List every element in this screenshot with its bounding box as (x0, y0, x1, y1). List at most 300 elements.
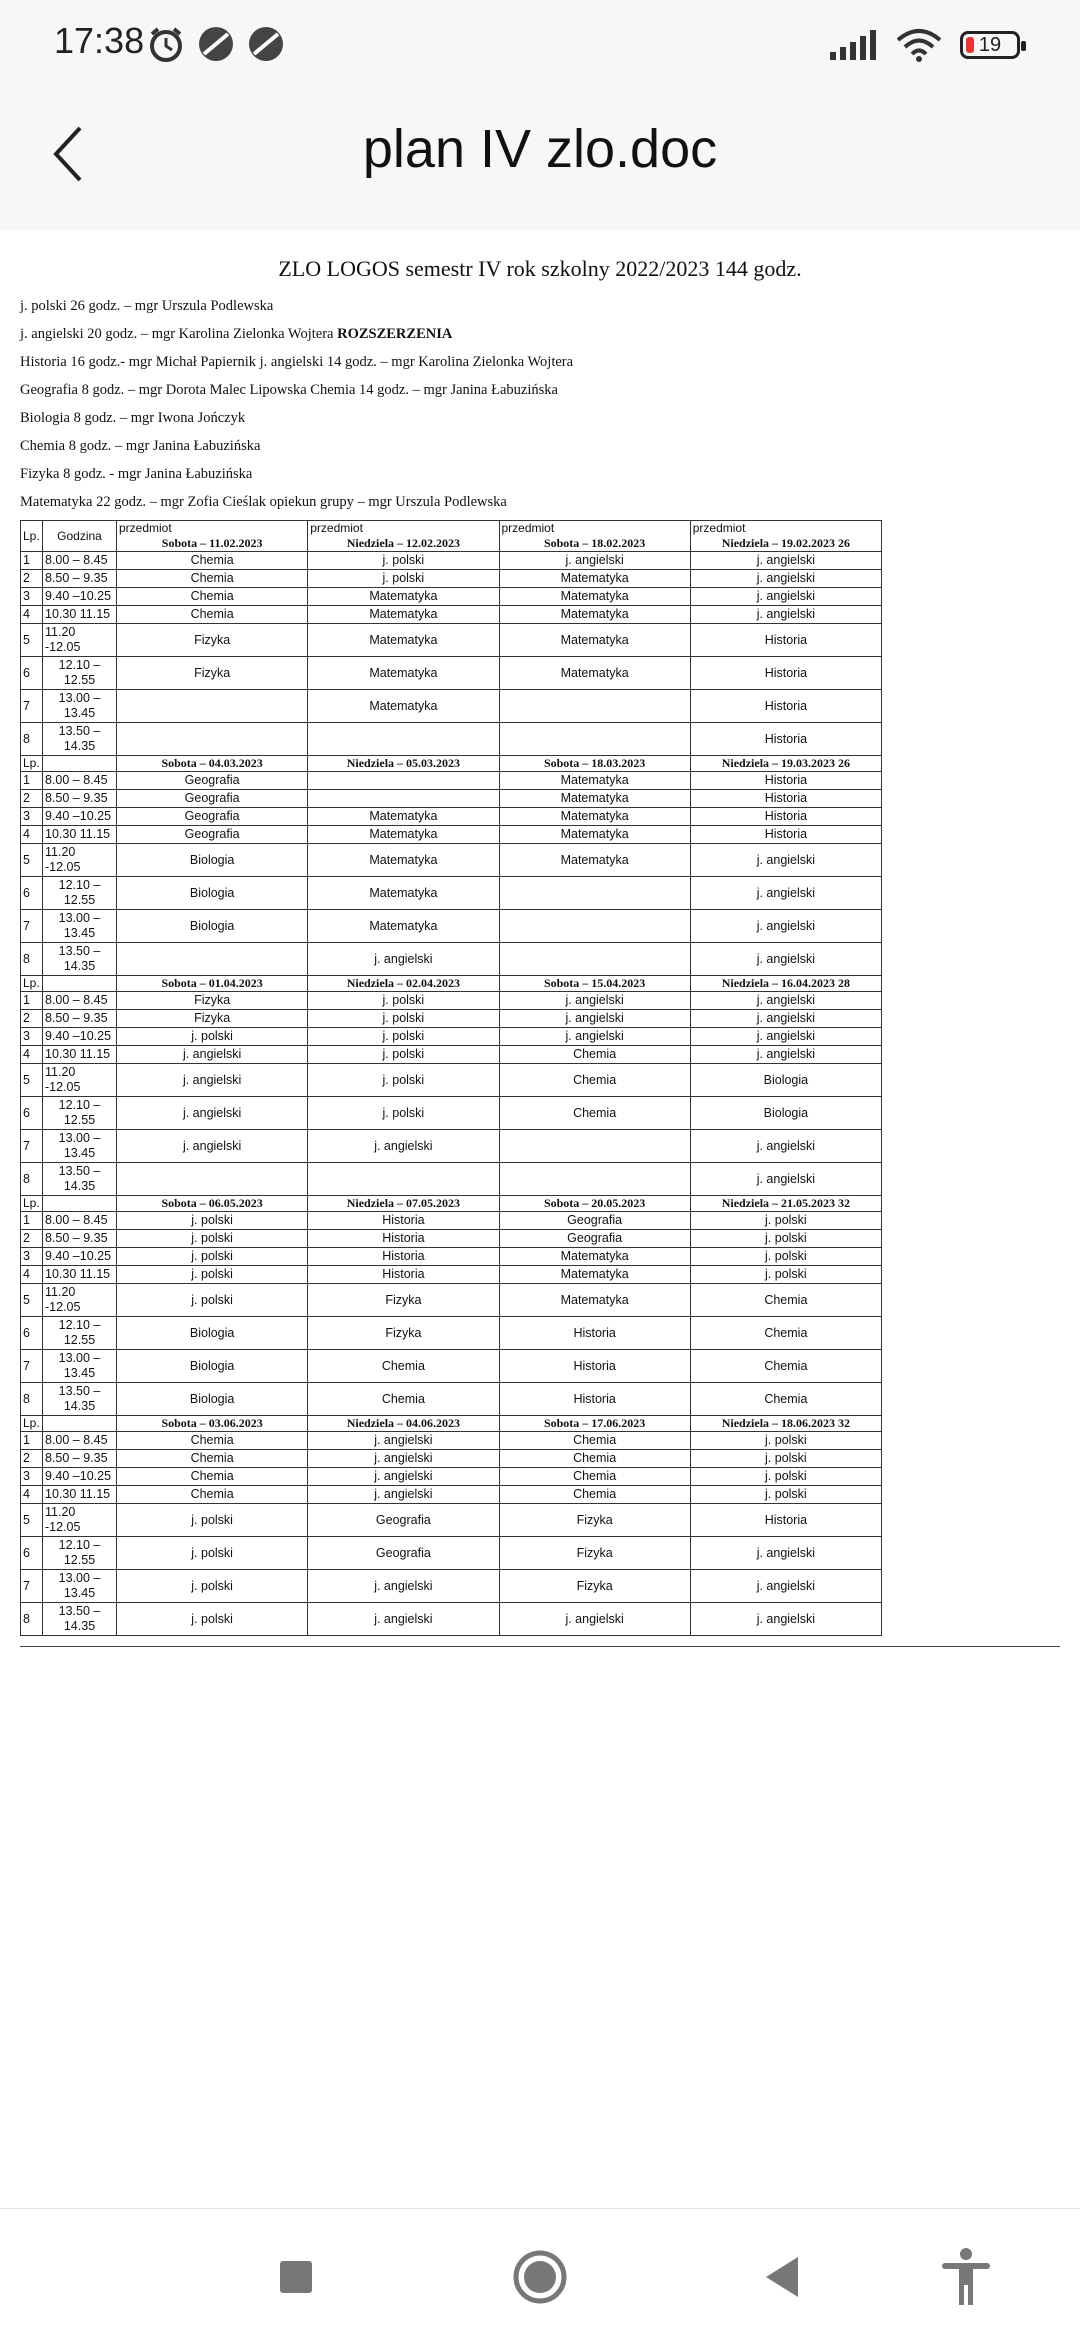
lesson-number: 1 (21, 1432, 43, 1450)
day-date-label: Niedziela – 21.05.2023 32 (721, 1196, 851, 1210)
subject-cell: j. angielski (499, 1010, 690, 1028)
subject-cell: j. polski (117, 1212, 308, 1230)
day-date-label: Niedziela – 16.04.2023 28 (721, 976, 851, 990)
subject-cell: Chemia (499, 1432, 690, 1450)
lesson-time: 13.00 – 13.45 (43, 1350, 117, 1383)
subject-cell: j. polski (117, 1284, 308, 1317)
subject-cell: j. angielski (690, 570, 881, 588)
subject-cell: Geografia (308, 1504, 499, 1537)
subject-cell: Matematyka (499, 657, 690, 690)
lesson-number: 5 (21, 1284, 43, 1317)
lesson-time: 8.00 – 8.45 (43, 992, 117, 1010)
lesson-number: 4 (21, 606, 43, 624)
lesson-time: 8.00 – 8.45 (43, 772, 117, 790)
table-row (21, 808, 882, 826)
subject-cell: j. angielski (499, 1603, 690, 1636)
subject-cell: j. angielski (690, 1163, 881, 1196)
teacher-bold-text: ROZSZERZENIA (337, 326, 453, 342)
subject-cell: Chemia (117, 606, 308, 624)
lesson-time: 13.50 – 14.35 (43, 1163, 117, 1196)
lesson-number: 7 (21, 1350, 43, 1383)
table-row (21, 1163, 882, 1196)
subject-cell: j. polski (308, 552, 499, 570)
subject-cell: j. angielski (690, 1028, 881, 1046)
document-content (20, 230, 1060, 1647)
day-header (117, 976, 308, 992)
day-header (690, 1196, 881, 1212)
table-row (21, 1097, 882, 1130)
column-header-lp: Lp. (21, 1416, 43, 1432)
lesson-time: 12.10 – 12.55 (43, 657, 117, 690)
table-row (21, 1350, 882, 1383)
lesson-time: 9.40 –10.25 (43, 1248, 117, 1266)
subject-cell: j. angielski (690, 1537, 881, 1570)
day-header (690, 756, 881, 772)
lesson-number: 3 (21, 588, 43, 606)
table-row (21, 772, 882, 790)
teacher-line (20, 432, 1060, 460)
table-row (21, 1046, 882, 1064)
teacher-text: Historia 16 godz.- mgr Michał Papiernik j. angielski 14 godz. – mgr Karolina Zielonka Wojtera (20, 354, 574, 370)
back-nav-button[interactable] (752, 2247, 812, 2307)
lesson-time: 8.00 – 8.45 (43, 552, 117, 570)
subject-cell: Historia (690, 690, 881, 723)
subject-cell: Fizyka (117, 1010, 308, 1028)
subject-cell: Chemia (690, 1383, 881, 1416)
lesson-number: 6 (21, 1537, 43, 1570)
schedule-header-row (21, 756, 882, 772)
column-header-przedmiot: przedmiot (692, 521, 746, 535)
subject-cell: Matematyka (499, 772, 690, 790)
subject-cell: j. polski (690, 1468, 881, 1486)
day-date-label: Niedziela – 12.02.2023 (346, 536, 461, 550)
table-row (21, 723, 882, 756)
subject-cell (117, 943, 308, 976)
table-row (21, 606, 882, 624)
subject-cell: Historia (690, 723, 881, 756)
subject-cell (117, 723, 308, 756)
subject-cell: j. angielski (308, 1603, 499, 1636)
lesson-number: 7 (21, 1130, 43, 1163)
subject-cell: j. angielski (690, 910, 881, 943)
subject-cell: j. angielski (690, 1603, 881, 1636)
teacher-text: j. polski 26 godz. – mgr Urszula Podlewska (20, 298, 274, 314)
subject-cell: Chemia (117, 1450, 308, 1468)
subject-cell: j. polski (308, 1028, 499, 1046)
subject-cell: j. polski (117, 1603, 308, 1636)
day-header (499, 756, 690, 772)
day-header (308, 1196, 499, 1212)
subject-cell: j. polski (690, 1230, 881, 1248)
subject-cell: Chemia (117, 552, 308, 570)
subject-cell: j. angielski (690, 1046, 881, 1064)
day-date-label: Niedziela – 05.03.2023 (346, 756, 461, 770)
subject-cell: Biologia (690, 1064, 881, 1097)
subject-cell: Chemia (117, 570, 308, 588)
lesson-number: 5 (21, 1064, 43, 1097)
column-header-lp: Lp. (21, 1196, 43, 1212)
lesson-number: 6 (21, 657, 43, 690)
schedule-header-row (21, 976, 882, 992)
subject-cell: j. angielski (117, 1130, 308, 1163)
table-row (21, 1064, 882, 1097)
subject-cell: Historia (499, 1317, 690, 1350)
subject-cell: Matematyka (308, 588, 499, 606)
subject-cell: j. angielski (308, 1432, 499, 1450)
subject-cell: Geografia (308, 1537, 499, 1570)
teacher-text: Geografia 8 godz. – mgr Dorota Malec Lipowska Chemia 14 godz. – mgr Janina Łabuzińska (20, 382, 558, 398)
subject-cell: j. polski (690, 1432, 881, 1450)
column-header-lp: Lp. (21, 976, 43, 992)
day-date-label: Sobota – 18.03.2023 (543, 756, 646, 770)
day-header (308, 976, 499, 992)
lesson-time: 13.50 – 14.35 (43, 943, 117, 976)
lesson-number: 5 (21, 844, 43, 877)
lesson-number: 3 (21, 808, 43, 826)
teacher-text: Matematyka 22 godz. – mgr Zofia Cieślak opiekun grupy – mgr Urszula Podlewska (20, 494, 507, 510)
subject-cell (117, 1163, 308, 1196)
lesson-time: 12.10 – 12.55 (43, 1537, 117, 1570)
subject-cell: j. polski (308, 992, 499, 1010)
home-circle-icon (512, 2249, 568, 2305)
table-row (21, 844, 882, 877)
subject-cell: Geografia (117, 790, 308, 808)
lesson-time: 8.50 – 9.35 (43, 1230, 117, 1248)
subject-cell: Fizyka (499, 1537, 690, 1570)
column-header-lp: Lp. (21, 521, 43, 552)
table-row (21, 877, 882, 910)
lesson-number: 1 (21, 992, 43, 1010)
lesson-time: 9.40 –10.25 (43, 808, 117, 826)
subject-cell: j. polski (690, 1486, 881, 1504)
app-icon (196, 24, 236, 64)
table-row (21, 1603, 882, 1636)
page-title: plan IV zlo.doc (362, 119, 718, 179)
table-row (21, 1486, 882, 1504)
subject-cell: j. polski (690, 1450, 881, 1468)
day-header (308, 521, 499, 552)
wifi-icon (896, 28, 942, 62)
subject-cell: Historia (499, 1350, 690, 1383)
subject-cell: j. polski (690, 1248, 881, 1266)
lesson-number: 1 (21, 1212, 43, 1230)
lesson-time: 11.20 -12.05 (43, 1064, 117, 1097)
day-header (117, 756, 308, 772)
teacher-line (20, 292, 1060, 320)
table-row (21, 1266, 882, 1284)
subject-cell: j. polski (308, 1010, 499, 1028)
day-header (117, 1196, 308, 1212)
day-header (690, 521, 881, 552)
day-header (499, 1416, 690, 1432)
subject-cell: Matematyka (499, 844, 690, 877)
subject-cell: j. angielski (690, 552, 881, 570)
subject-cell: Chemia (117, 1432, 308, 1450)
schedule-header-row (21, 521, 882, 552)
lesson-number: 2 (21, 570, 43, 588)
day-date-label: Sobota – 17.06.2023 (543, 1416, 646, 1430)
lesson-number: 8 (21, 1603, 43, 1636)
subject-cell (499, 943, 690, 976)
column-header-godzina (43, 1196, 117, 1212)
subject-cell (499, 723, 690, 756)
lesson-time: 9.40 –10.25 (43, 1028, 117, 1046)
subject-cell: j. angielski (499, 552, 690, 570)
subject-cell: Fizyka (499, 1570, 690, 1603)
subject-cell: Chemia (499, 1450, 690, 1468)
lesson-time: 11.20 -12.05 (43, 624, 117, 657)
subject-cell: Matematyka (499, 1266, 690, 1284)
subject-cell: Matematyka (499, 1248, 690, 1266)
lesson-time: 13.00 – 13.45 (43, 1570, 117, 1603)
subject-cell: j. polski (117, 1504, 308, 1537)
table-row (21, 790, 882, 808)
table-row (21, 570, 882, 588)
day-date-label: Niedziela – 02.04.2023 (346, 976, 461, 990)
subject-cell: Historia (308, 1266, 499, 1284)
subject-cell (308, 1163, 499, 1196)
subject-cell: j. angielski (499, 992, 690, 1010)
recents-button[interactable] (266, 2247, 326, 2307)
lesson-number: 3 (21, 1468, 43, 1486)
lesson-number: 8 (21, 723, 43, 756)
subject-cell: Matematyka (308, 808, 499, 826)
teacher-line (20, 488, 1060, 516)
teacher-text: Biologia 8 godz. – mgr Iwona Jończyk (20, 410, 246, 426)
subject-cell: Chemia (308, 1383, 499, 1416)
lesson-time: 13.00 – 13.45 (43, 1130, 117, 1163)
status-time: 17:38 (54, 20, 145, 61)
back-triangle-icon (762, 2255, 802, 2299)
lesson-time: 11.20 -12.05 (43, 844, 117, 877)
table-row (21, 1317, 882, 1350)
subject-cell: Historia (690, 657, 881, 690)
subject-cell: j. polski (308, 1046, 499, 1064)
subject-cell: Matematyka (308, 690, 499, 723)
table-row (21, 1248, 882, 1266)
subject-cell: j. angielski (499, 1028, 690, 1046)
subject-cell: Matematyka (499, 606, 690, 624)
lesson-time: 10.30 11.15 (43, 1266, 117, 1284)
subject-cell: j. angielski (308, 1450, 499, 1468)
lesson-time: 10.30 11.15 (43, 826, 117, 844)
day-date-label: Niedziela – 19.03.2023 26 (721, 756, 851, 770)
subject-cell: Geografia (117, 808, 308, 826)
subject-cell: j. angielski (690, 943, 881, 976)
subject-cell: j. angielski (690, 1570, 881, 1603)
day-date-label: Sobota – 01.04.2023 (161, 976, 263, 990)
subject-cell: Matematyka (308, 606, 499, 624)
table-row (21, 588, 882, 606)
subject-cell: Matematyka (499, 790, 690, 808)
lesson-time: 8.00 – 8.45 (43, 1432, 117, 1450)
subject-cell: Geografia (117, 772, 308, 790)
lesson-time: 13.50 – 14.35 (43, 723, 117, 756)
subject-cell: j. angielski (308, 1486, 499, 1504)
day-date-label: Niedziela – 19.02.2023 26 (721, 536, 851, 550)
accessibility-icon (940, 2247, 992, 2307)
column-header-przedmiot: przedmiot (310, 521, 363, 535)
subject-cell: j. angielski (308, 1130, 499, 1163)
lesson-number: 2 (21, 1010, 43, 1028)
column-header-godzina: Godzina (43, 521, 117, 552)
teacher-line (20, 348, 1060, 376)
lesson-time: 10.30 11.15 (43, 1486, 117, 1504)
subject-cell: Biologia (690, 1097, 881, 1130)
subject-cell: Matematyka (499, 808, 690, 826)
lesson-time: 12.10 – 12.55 (43, 1317, 117, 1350)
subject-cell: Historia (690, 772, 881, 790)
status-right-icons (830, 28, 1020, 62)
subject-cell: Chemia (117, 588, 308, 606)
subject-cell: Fizyka (117, 657, 308, 690)
table-row (21, 552, 882, 570)
subject-cell (499, 1130, 690, 1163)
lesson-number: 8 (21, 1383, 43, 1416)
column-header-godzina (43, 756, 117, 772)
table-row (21, 1130, 882, 1163)
schedule-header-row (21, 1196, 882, 1212)
subject-cell: j. polski (117, 1230, 308, 1248)
lesson-number: 6 (21, 1097, 43, 1130)
teacher-list (20, 292, 1060, 516)
subject-cell: Matematyka (499, 570, 690, 588)
lesson-number: 3 (21, 1248, 43, 1266)
signal-icon (830, 30, 878, 60)
subject-cell: j. angielski (690, 588, 881, 606)
table-row (21, 624, 882, 657)
subject-cell: Biologia (117, 910, 308, 943)
subject-cell: Biologia (117, 1383, 308, 1416)
subject-cell: j. angielski (690, 877, 881, 910)
schedule-header-row (21, 1416, 882, 1432)
subject-cell: j. angielski (308, 943, 499, 976)
day-header (308, 1416, 499, 1432)
subject-cell: Historia (308, 1248, 499, 1266)
subject-cell: j. polski (117, 1570, 308, 1603)
day-header (690, 1416, 881, 1432)
subject-cell (499, 910, 690, 943)
day-header (499, 521, 690, 552)
subject-cell: Matematyka (499, 588, 690, 606)
lesson-time: 9.40 –10.25 (43, 1468, 117, 1486)
subject-cell: Biologia (117, 877, 308, 910)
lesson-number: 2 (21, 790, 43, 808)
document-end-divider (20, 1646, 1060, 1647)
document-heading: ZLO LOGOS semestr IV rok szkolny 2022/2023 144 godz. (278, 256, 802, 281)
table-row (21, 1570, 882, 1603)
subject-cell: j. polski (117, 1537, 308, 1570)
lesson-number: 8 (21, 1163, 43, 1196)
day-date-label: Sobota – 11.02.2023 (161, 536, 263, 550)
day-header (499, 976, 690, 992)
subject-cell: j. angielski (117, 1097, 308, 1130)
lesson-time: 13.00 – 13.45 (43, 690, 117, 723)
teacher-line (20, 460, 1060, 488)
lesson-number: 6 (21, 1317, 43, 1350)
subject-cell: j. polski (308, 1064, 499, 1097)
subject-cell: Matematyka (308, 910, 499, 943)
table-row (21, 1284, 882, 1317)
column-header-godzina (43, 1416, 117, 1432)
table-row (21, 1468, 882, 1486)
battery-level: 19 (978, 33, 1002, 56)
battery-icon (960, 31, 1020, 59)
lesson-time: 8.00 – 8.45 (43, 1212, 117, 1230)
day-header (690, 976, 881, 992)
subject-cell: Geografia (499, 1212, 690, 1230)
teacher-text: j. angielski 20 godz. – mgr Karolina Zielonka Wojtera (20, 326, 338, 342)
column-header-lp: Lp. (21, 756, 43, 772)
subject-cell (308, 790, 499, 808)
teacher-line (20, 320, 1060, 348)
subject-cell: Matematyka (308, 624, 499, 657)
lesson-number: 7 (21, 690, 43, 723)
subject-cell: Historia (690, 826, 881, 844)
subject-cell: Matematyka (499, 826, 690, 844)
table-row (21, 992, 882, 1010)
subject-cell (499, 877, 690, 910)
lesson-number: 7 (21, 910, 43, 943)
subject-cell: j. polski (117, 1266, 308, 1284)
day-date-label: Sobota – 06.05.2023 (161, 1196, 263, 1210)
schedule-table (20, 520, 882, 1636)
subject-cell: j. angielski (690, 844, 881, 877)
lesson-time: 12.10 – 12.55 (43, 1097, 117, 1130)
status-left-icons (146, 24, 286, 64)
subject-cell: Biologia (117, 1317, 308, 1350)
recents-square-icon (278, 2259, 314, 2295)
home-button[interactable] (510, 2247, 570, 2307)
table-row (21, 1504, 882, 1537)
lesson-number: 4 (21, 1486, 43, 1504)
table-row (21, 657, 882, 690)
subject-cell: Chemia (499, 1064, 690, 1097)
subject-cell: Chemia (499, 1046, 690, 1064)
subject-cell: Chemia (117, 1486, 308, 1504)
lesson-time: 13.50 – 14.35 (43, 1603, 117, 1636)
table-row (21, 1432, 882, 1450)
lesson-time: 12.10 – 12.55 (43, 877, 117, 910)
day-header (499, 1196, 690, 1212)
subject-cell: j. polski (117, 1028, 308, 1046)
day-date-label: Sobota – 04.03.2023 (161, 756, 263, 770)
lesson-number: 5 (21, 1504, 43, 1537)
subject-cell: j. angielski (117, 1064, 308, 1097)
subject-cell: Fizyka (117, 624, 308, 657)
navigation-bar (0, 2208, 1080, 2341)
table-row (21, 1383, 882, 1416)
table-row (21, 690, 882, 723)
subject-cell: Matematyka (308, 657, 499, 690)
column-header-godzina (43, 976, 117, 992)
lesson-time: 10.30 11.15 (43, 1046, 117, 1064)
table-row (21, 1010, 882, 1028)
subject-cell: Chemia (499, 1468, 690, 1486)
subject-cell: Geografia (499, 1230, 690, 1248)
subject-cell: Chemia (308, 1350, 499, 1383)
lesson-number: 7 (21, 1570, 43, 1603)
column-header-przedmiot: przedmiot (501, 521, 555, 535)
lesson-number: 2 (21, 1450, 43, 1468)
teacher-text: Chemia 8 godz. – mgr Janina Łabuzińska (20, 438, 261, 454)
lesson-time: 8.50 – 9.35 (43, 1010, 117, 1028)
subject-cell: j. angielski (690, 1010, 881, 1028)
subject-cell: j. angielski (690, 606, 881, 624)
accessibility-button[interactable] (936, 2247, 996, 2307)
table-row (21, 1450, 882, 1468)
teacher-text: Fizyka 8 godz. - mgr Janina Łabuzińska (20, 466, 253, 482)
